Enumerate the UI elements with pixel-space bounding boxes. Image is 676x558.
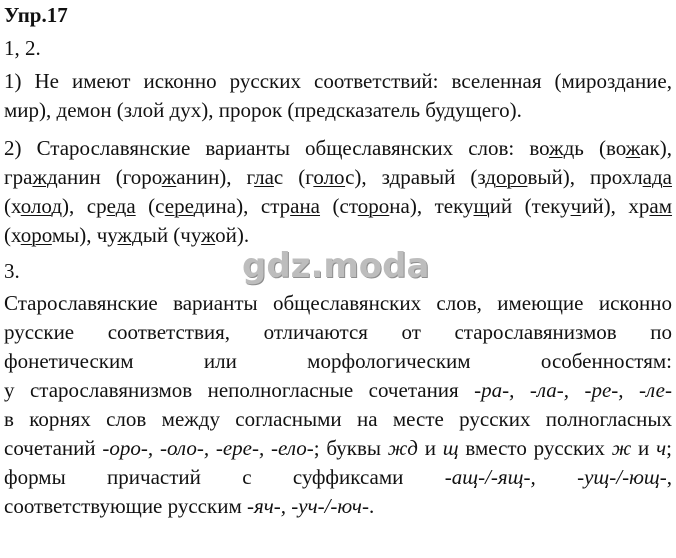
- paragraph-2-line-4: (хоромы), чуждый (чужой).: [4, 223, 250, 247]
- paragraph-2-line-2: гражданин (горожанин), глас (голос), здравый (здоровый), прохлада: [4, 165, 672, 189]
- paragraph-2-line-3: (холод), среда (середина), страна (сторона), текущий (текучий), храм: [4, 194, 673, 218]
- exercise-title: Упр.17: [4, 3, 68, 27]
- paragraph-3-line-5: в корнях слов между согласными на месте русских полногласных: [4, 407, 672, 431]
- paragraph-3-line-6: сочетаний -оро-, -оло-, -ере-, -ело-; буквы жд и щ вместо русских ж и ч;: [4, 436, 672, 460]
- part-3-label: 3.: [4, 259, 20, 283]
- paragraph-3-line-8: соответствующие русским -яч-, -уч-/-юч-.: [4, 494, 375, 518]
- watermark-logo: gdz.moda: [242, 246, 430, 286]
- part-1-2-label: 1, 2.: [4, 36, 41, 60]
- paragraph-3-line-3: фонетическим или морфологическим особенностям:: [4, 349, 672, 373]
- paragraph-3-line-7: формы причастий с суффиксами -ащ-/-ящ-, -ущ-/-ющ-,: [4, 465, 673, 489]
- paragraph-3-line-4: у старославянизмов неполногласные сочетания -ра-, -ла-, -ре-, -ле-: [4, 378, 672, 402]
- paragraph-1-line-1: 1) Не имеют исконно русских соответствий: вселенная (мироздание,: [4, 69, 672, 93]
- paragraph-3-line-2: русские соответствия, отличаются от старославянизмов по: [4, 320, 672, 344]
- paragraph-2-line-1: 2) Старославянские варианты общеславянских слов: вождь (вожак),: [4, 136, 672, 160]
- paragraph-3-line-1: Старославянские варианты общеславянских слов, имеющие исконно: [4, 291, 672, 315]
- paragraph-1-line-2: мир), демон (злой дух), пророк (предсказатель будущего).: [4, 98, 522, 122]
